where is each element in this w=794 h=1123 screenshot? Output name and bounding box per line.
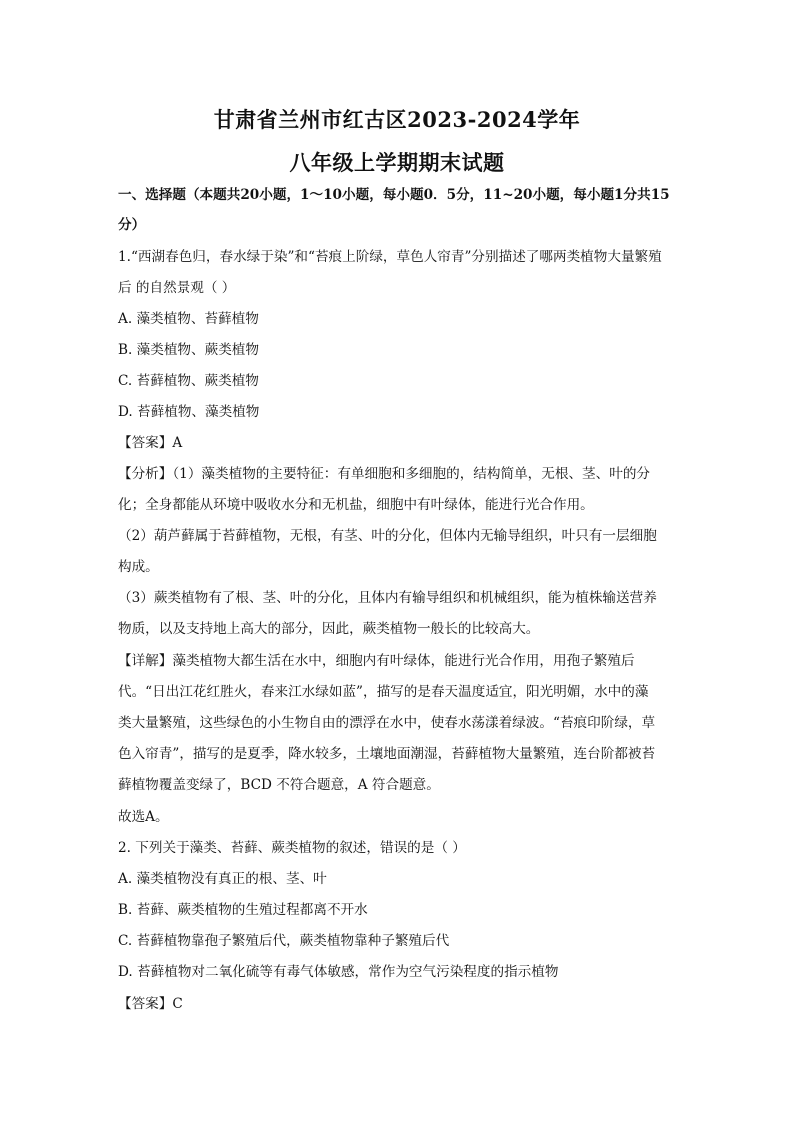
question-1-option-d: D. 苔藓植物、藻类植物 bbox=[118, 404, 260, 420]
question-1-detail-line-4: 色入帘青”，描写的是夏季，降水较多，土壤地面潮湿，苔藓植物大量繁殖，连台阶都被苔 bbox=[118, 746, 656, 762]
question-1-option-c: C. 苔藓植物、蕨类植物 bbox=[118, 373, 259, 389]
question-1-detail-line-3: 类大量繁殖，这些绿色的小生物自由的漂浮在水中，使春水荡漾着绿波。“苔痕印阶绿，草 bbox=[118, 715, 656, 731]
document-subtitle: 八年级上学期期末试题 bbox=[289, 150, 505, 175]
question-1-option-b: B. 藻类植物、蕨类植物 bbox=[118, 342, 259, 358]
question-1-analysis-line-6: 物质，以及支持地上高大的部分，因此，蕨类植物一般长的比较高大。 bbox=[118, 621, 540, 637]
question-1-answer: 【答案】A bbox=[118, 435, 183, 451]
question-1-analysis-line-1: 【分析】（1）藻类植物的主要特征：有单细胞和多细胞的，结构简单，无根、茎、叶的分 bbox=[118, 466, 651, 482]
question-2-option-a: A. 藻类植物没有真正的根、茎、叶 bbox=[118, 871, 327, 887]
question-2-answer: 【答案】C bbox=[118, 996, 183, 1012]
question-1-conclusion: 故选A。 bbox=[118, 809, 169, 825]
question-1-option-a: A. 藻类植物、苔藓植物 bbox=[118, 311, 259, 327]
question-1-stem-line-2: 后 的自然景观（ ） bbox=[118, 280, 236, 296]
document-title: 甘肃省兰州市红古区2023-2024学年 bbox=[213, 107, 581, 132]
question-1-detail-line-5: 藓植物覆盖变绿了，BCD 不符合题意，A 符合题意。 bbox=[118, 777, 440, 793]
question-2-option-b: B. 苔藓、蕨类植物的生殖过程都离不开水 bbox=[118, 902, 368, 918]
question-1-analysis-line-3: （2）葫芦藓属于苔藓植物，无根，有茎、叶的分化，但体内无输导组织，叶只有一层细胞 bbox=[118, 528, 657, 544]
question-2-option-d: D. 苔藓植物对二氧化硫等有毒气体敏感，常作为空气污染程度的指示植物 bbox=[118, 964, 559, 980]
question-1-analysis-line-4: 构成。 bbox=[118, 559, 159, 575]
section-heading-line-1: 一、选择题（本题共20小题，1～10小题，每小题0．5分，11~20小题，每小题1分共15 bbox=[118, 187, 670, 203]
question-1-stem-line-1: 1.“西湖春色归，春水绿于染”和“苔痕上阶绿，草色人帘青”分别描述了哪两类植物大量繁殖 bbox=[118, 249, 662, 265]
section-heading-line-2: 分） bbox=[118, 217, 146, 233]
question-1-detail-line-1: 【详解】藻类植物大都生活在水中，细胞内有叶绿体，能进行光合作用，用孢子繁殖后 bbox=[118, 653, 635, 669]
question-1-detail-line-2: 代。“日出江花红胜火，春来江水绿如蓝”，描写的是春天温度适宜，阳光明媚，水中的藻 bbox=[118, 684, 649, 700]
question-1-analysis-line-2: 化；全身都能从环境中吸收水分和无机盐，细胞中有叶绿体，能进行光合作用。 bbox=[118, 497, 594, 513]
question-2-stem: 2. 下列关于藻类、苔藓、蕨类植物的叙述，错误的是（ ） bbox=[118, 840, 466, 856]
question-1-analysis-line-5: （3）蕨类植物有了根、茎、叶的分化，且体内有输导组织和机械组织，能为植株输送营养 bbox=[118, 590, 657, 606]
question-2-option-c: C. 苔藓植物靠孢子繁殖后代，蕨类植物靠种子繁殖后代 bbox=[118, 933, 450, 949]
